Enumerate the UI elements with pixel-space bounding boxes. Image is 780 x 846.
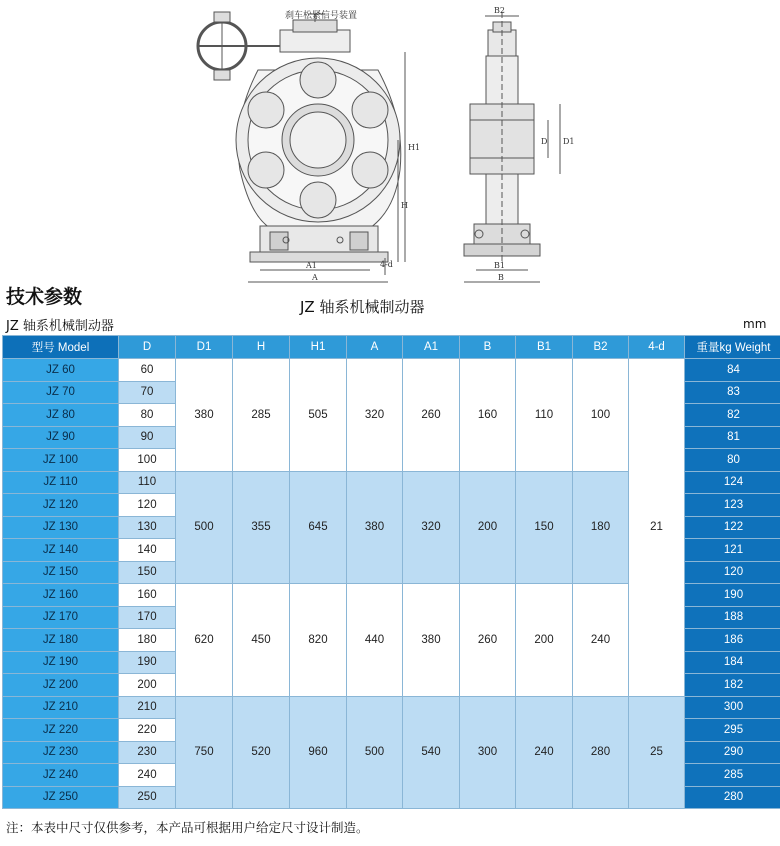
cell-d: 200 <box>119 674 176 697</box>
cell-b2: 240 <box>573 584 629 697</box>
header-weight: 重量kg Weight <box>685 336 780 359</box>
header-d1: D1 <box>176 336 233 359</box>
dim-b2: B2 <box>494 6 505 15</box>
dim-h1: H1 <box>408 143 421 152</box>
dim-d1: D1 <box>563 137 575 146</box>
cell-weight: 300 <box>685 696 780 719</box>
cell-d: 110 <box>119 471 176 494</box>
cell-a: 380 <box>347 471 403 584</box>
cell-model: JZ 200 <box>3 674 119 697</box>
dim-a1: A1 <box>306 261 317 270</box>
table-header-row <box>3 336 780 359</box>
cell-weight: 82 <box>685 404 780 427</box>
dim-a: A <box>312 273 318 282</box>
cell-weight: 83 <box>685 381 780 404</box>
cell-weight: 295 <box>685 719 780 742</box>
header-a1: A1 <box>403 336 460 359</box>
cell-model: JZ 220 <box>3 719 119 742</box>
cell-4d: 25 <box>629 696 685 809</box>
cell-d: 160 <box>119 584 176 607</box>
cell-model: JZ 90 <box>3 426 119 449</box>
cell-h: 355 <box>233 471 290 584</box>
cell-model: JZ 210 <box>3 696 119 719</box>
cell-4d: 21 <box>629 359 685 697</box>
unit-label: mm <box>743 317 767 331</box>
cell-weight: 124 <box>685 471 780 494</box>
header-b2: B2 <box>573 336 629 359</box>
cell-h: 285 <box>233 359 290 472</box>
cell-model: JZ 250 <box>3 786 119 809</box>
cell-d: 150 <box>119 561 176 584</box>
brake-body-front <box>236 58 401 228</box>
cell-d: 140 <box>119 539 176 562</box>
cell-weight: 122 <box>685 516 780 539</box>
cell-d: 100 <box>119 449 176 472</box>
signal-device <box>280 30 350 52</box>
dim-b: B <box>498 273 504 282</box>
cell-weight: 188 <box>685 606 780 629</box>
cell-d: 120 <box>119 494 176 517</box>
header-a: A <box>347 336 403 359</box>
cell-weight: 290 <box>685 741 780 764</box>
spec-table <box>2 335 780 809</box>
cell-a1: 380 <box>403 584 460 697</box>
cell-b2: 280 <box>573 696 629 809</box>
cell-model: JZ 130 <box>3 516 119 539</box>
header-b: B <box>460 336 516 359</box>
cell-model: JZ 190 <box>3 651 119 674</box>
cell-d: 240 <box>119 764 176 787</box>
cell-b2: 180 <box>573 471 629 584</box>
figure-caption: JZ 轴系机械制动器 <box>300 298 425 316</box>
cell-model: JZ 140 <box>3 539 119 562</box>
cell-d: 90 <box>119 426 176 449</box>
cell-weight: 120 <box>685 561 780 584</box>
cell-model: JZ 100 <box>3 449 119 472</box>
cell-weight: 285 <box>685 764 780 787</box>
cell-h1: 960 <box>290 696 347 809</box>
cell-model: JZ 240 <box>3 764 119 787</box>
cell-model: JZ 230 <box>3 741 119 764</box>
cell-h: 450 <box>233 584 290 697</box>
cell-model: JZ 60 <box>3 359 119 382</box>
cell-a: 320 <box>347 359 403 472</box>
table-row <box>3 359 780 382</box>
cell-weight: 81 <box>685 426 780 449</box>
cell-weight: 80 <box>685 449 780 472</box>
cell-weight: 186 <box>685 629 780 652</box>
cell-h1: 820 <box>290 584 347 697</box>
cell-weight: 190 <box>685 584 780 607</box>
cell-d1: 380 <box>176 359 233 472</box>
cell-d: 180 <box>119 629 176 652</box>
cell-model: JZ 150 <box>3 561 119 584</box>
cell-model: JZ 70 <box>3 381 119 404</box>
dim-h: H <box>401 201 408 210</box>
cell-model: JZ 80 <box>3 404 119 427</box>
cell-b: 160 <box>460 359 516 472</box>
cell-b1: 150 <box>516 471 573 584</box>
cell-h1: 505 <box>290 359 347 472</box>
cell-model: JZ 160 <box>3 584 119 607</box>
cell-a: 500 <box>347 696 403 809</box>
header-b1: B1 <box>516 336 573 359</box>
cell-d: 230 <box>119 741 176 764</box>
brake-base-front <box>250 226 388 262</box>
cell-weight: 121 <box>685 539 780 562</box>
cell-d1: 500 <box>176 471 233 584</box>
cell-b: 260 <box>460 584 516 697</box>
footnote: 注：本表中尺寸仅供参考，本产品可根据用户给定尺寸设计制造。 <box>6 820 369 835</box>
cell-b: 300 <box>460 696 516 809</box>
cell-d: 60 <box>119 359 176 382</box>
cell-d1: 620 <box>176 584 233 697</box>
table-row <box>3 696 780 719</box>
header-4d: 4-d <box>629 336 685 359</box>
cell-model: JZ 110 <box>3 471 119 494</box>
header-h1: H1 <box>290 336 347 359</box>
cell-weight: 123 <box>685 494 780 517</box>
cell-weight: 182 <box>685 674 780 697</box>
dim-4d: 4-d <box>380 260 393 269</box>
cell-a1: 320 <box>403 471 460 584</box>
cell-a1: 540 <box>403 696 460 809</box>
cell-weight: 280 <box>685 786 780 809</box>
dim-b1: B1 <box>494 261 505 270</box>
cell-d: 80 <box>119 404 176 427</box>
cell-b1: 110 <box>516 359 573 472</box>
cell-model: JZ 170 <box>3 606 119 629</box>
cell-b: 200 <box>460 471 516 584</box>
cell-h1: 645 <box>290 471 347 584</box>
header-model: 型号 Model <box>3 336 119 359</box>
dim-d: D <box>541 137 548 146</box>
cell-d: 250 <box>119 786 176 809</box>
cell-weight: 184 <box>685 651 780 674</box>
cell-d1: 750 <box>176 696 233 809</box>
section-title: 技术参数 <box>6 286 83 308</box>
cell-a1: 260 <box>403 359 460 472</box>
cell-d: 220 <box>119 719 176 742</box>
cell-d: 70 <box>119 381 176 404</box>
cell-weight: 84 <box>685 359 780 382</box>
brake-side-view <box>464 12 540 262</box>
technical-drawing <box>0 0 780 290</box>
cell-a: 440 <box>347 584 403 697</box>
cell-b1: 240 <box>516 696 573 809</box>
cell-d: 210 <box>119 696 176 719</box>
table-caption: JZ 轴系机械制动器 <box>6 319 114 334</box>
cell-model: JZ 120 <box>3 494 119 517</box>
cell-b1: 200 <box>516 584 573 697</box>
cell-d: 170 <box>119 606 176 629</box>
header-d: D <box>119 336 176 359</box>
cell-model: JZ 180 <box>3 629 119 652</box>
cell-d: 190 <box>119 651 176 674</box>
brake-signal-label: 刹车松紧信号装置 <box>285 11 358 21</box>
cell-h: 520 <box>233 696 290 809</box>
cell-d: 130 <box>119 516 176 539</box>
header-h: H <box>233 336 290 359</box>
cell-b2: 100 <box>573 359 629 472</box>
